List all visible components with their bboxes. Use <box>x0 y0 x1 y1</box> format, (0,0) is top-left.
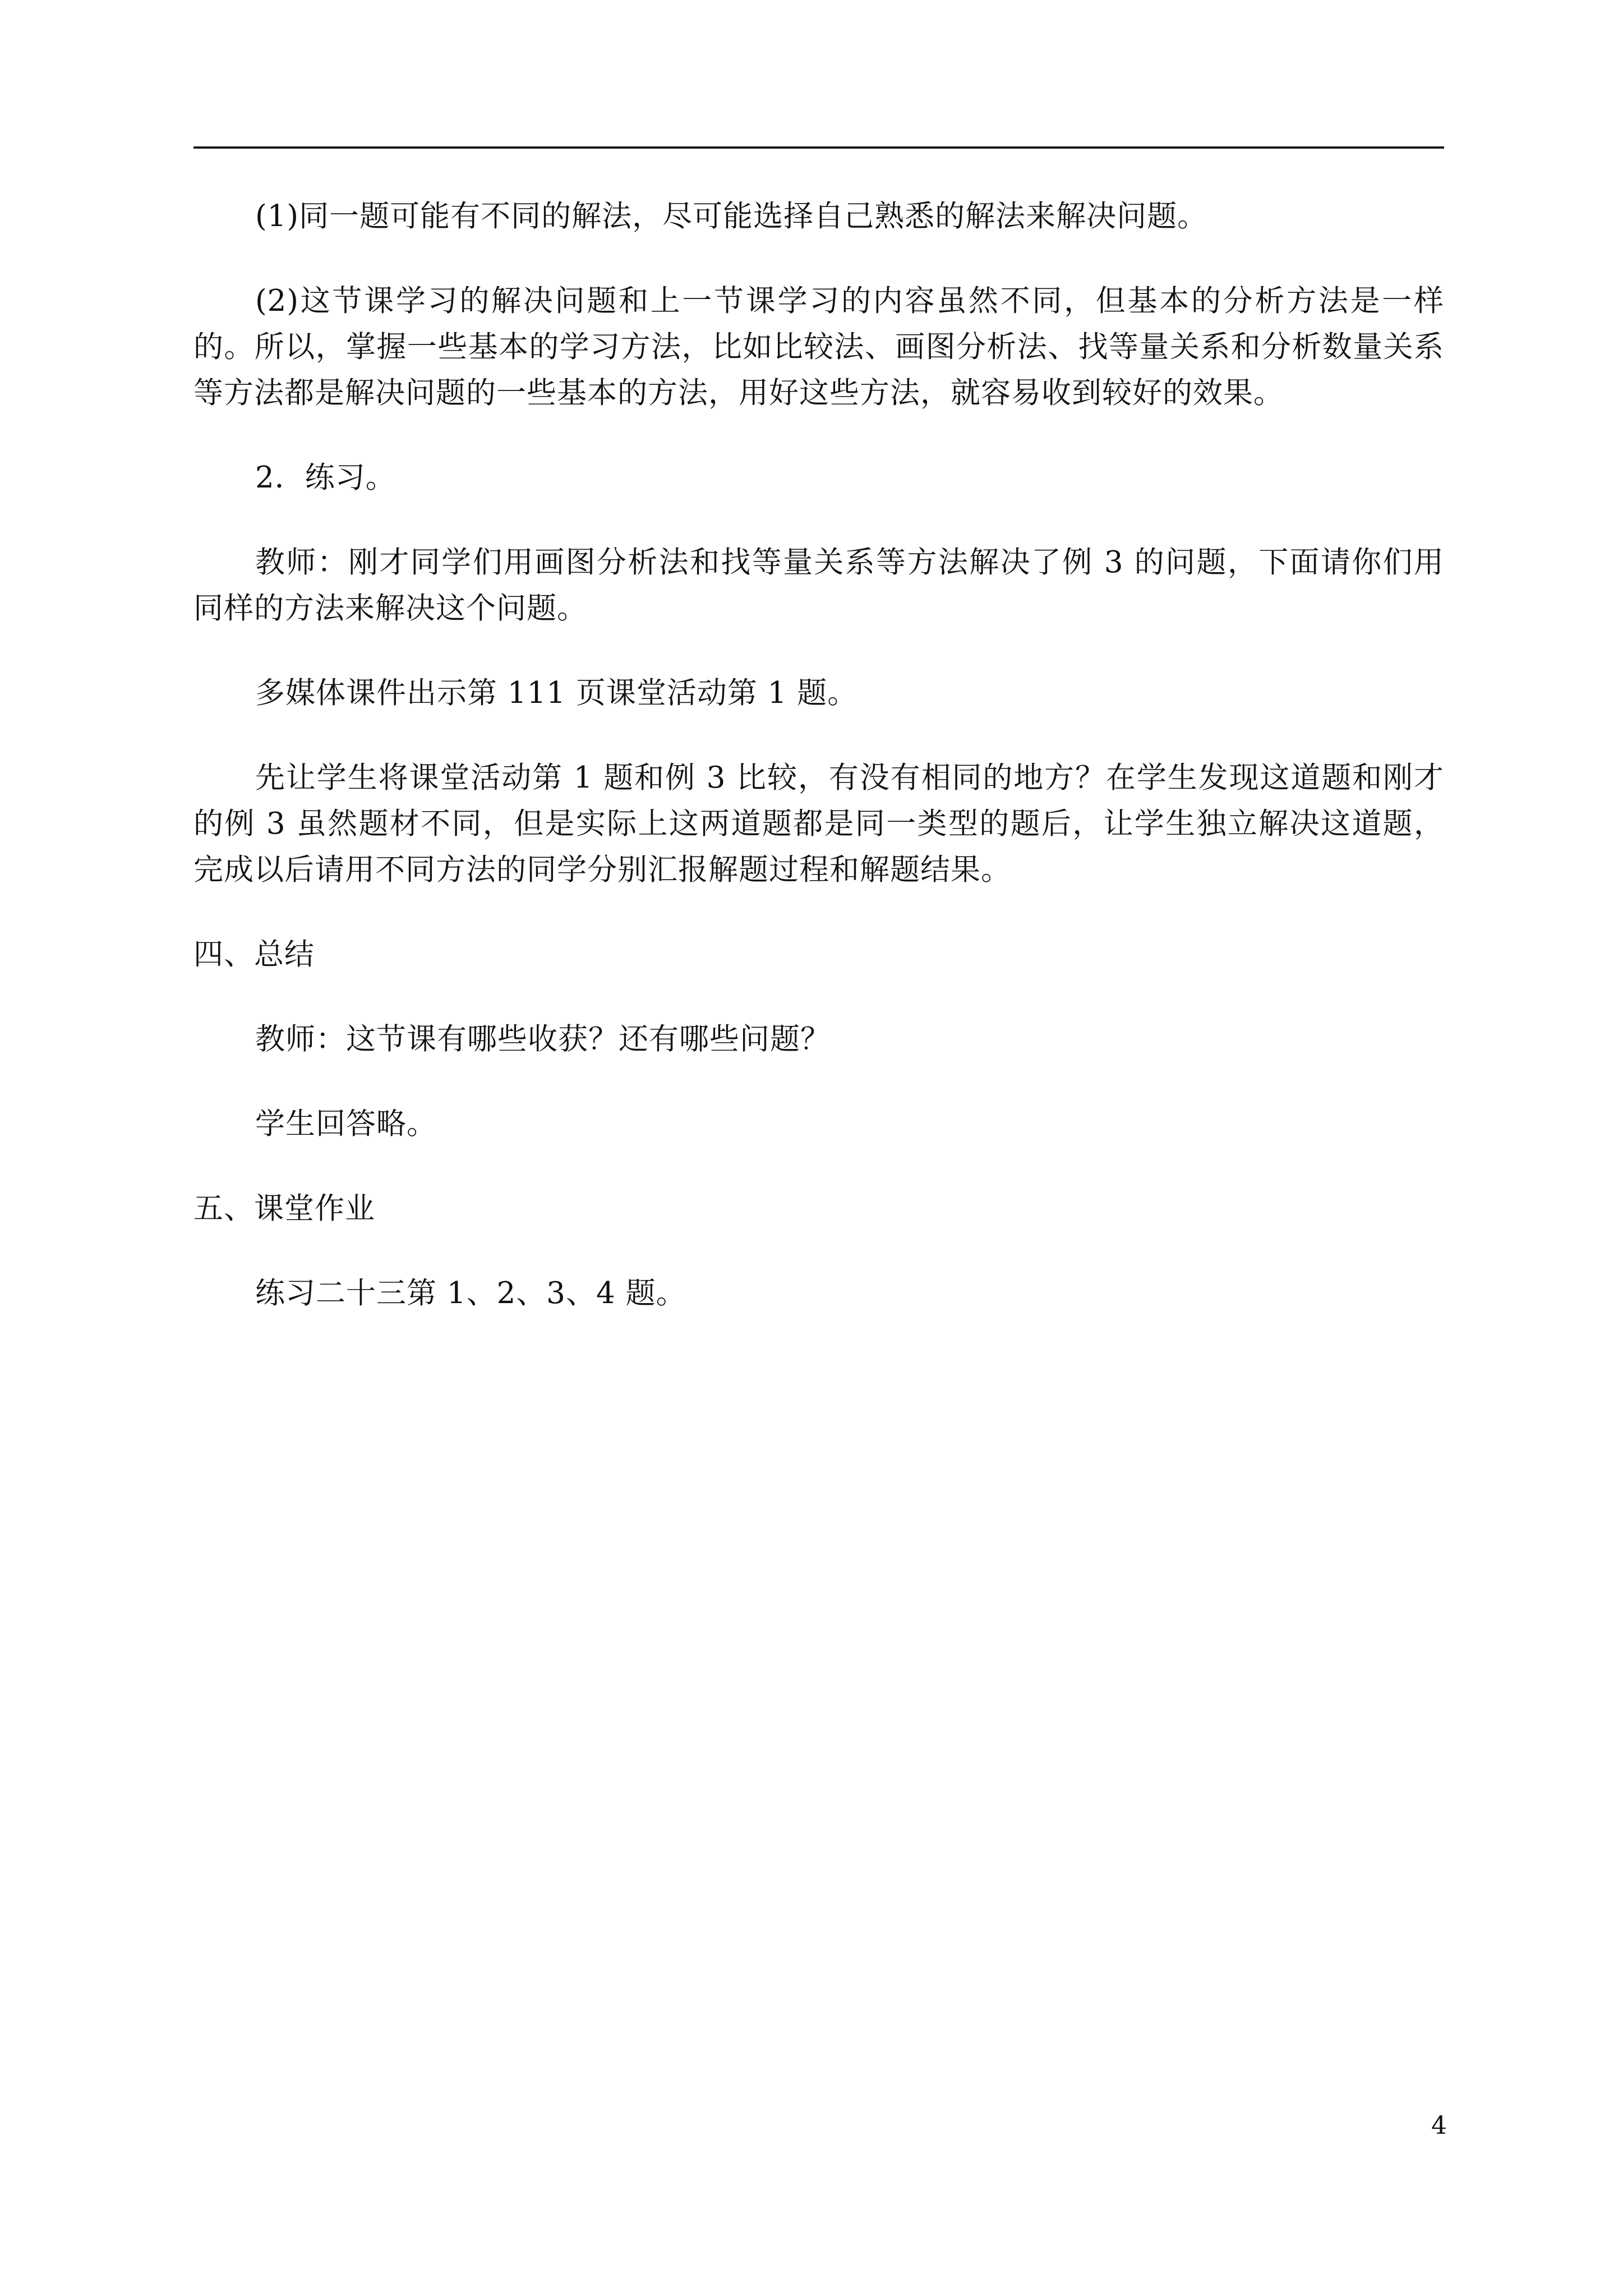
section-heading-homework: 五、课堂作业 <box>193 1191 375 1226</box>
paragraph-practice-title: 2．练习。 <box>255 461 396 495</box>
document-body <box>193 194 1444 1355</box>
section-heading-summary: 四、总结 <box>193 937 315 972</box>
page-number: 4 <box>1431 2111 1447 2140</box>
header-rule <box>193 146 1444 149</box>
paragraph-teacher-question: 教师：这节课有哪些收获？还有哪些问题？ <box>255 1022 831 1056</box>
paragraph-comparison: 先让学生将课堂活动第 1 题和例 3 比较，有没有相同的地方？在学生发现这道题和刚才的例 3 虽然题材不同，但是实际上这两道题都是同一类型的题后，让学生独立解决这道题，完成以后请用不同方法的同学分别汇报解题过程和解题结果。 <box>193 761 1444 887</box>
paragraph-homework: 练习二十三第 1、2、3、4 题。 <box>255 1276 686 1310</box>
paragraph-multimedia: 多媒体课件出示第 111 页课堂活动第 1 题。 <box>255 676 858 710</box>
paragraph-teacher-instruction: 教师：刚才同学们用画图分析法和找等量关系等方法解决了例 3 的问题，下面请你们用同样的方法来解决这个问题。 <box>193 545 1444 625</box>
paragraph-note-1: (1)同一题可能有不同的解法，尽可能选择自己熟悉的解法来解决问题。 <box>255 199 1208 233</box>
paragraph-student-answer: 学生回答略。 <box>255 1107 437 1141</box>
paragraph-note-2: (2)这节课学习的解决问题和上一节课学习的内容虽然不同，但基本的分析方法是一样的。所以，掌握一些基本的学习方法，比如比较法、画图分析法、找等量关系和分析数量关系等方法都是解决问题的一些基本的方法，用好这些方法，就容易收到较好的效果。 <box>193 284 1444 410</box>
